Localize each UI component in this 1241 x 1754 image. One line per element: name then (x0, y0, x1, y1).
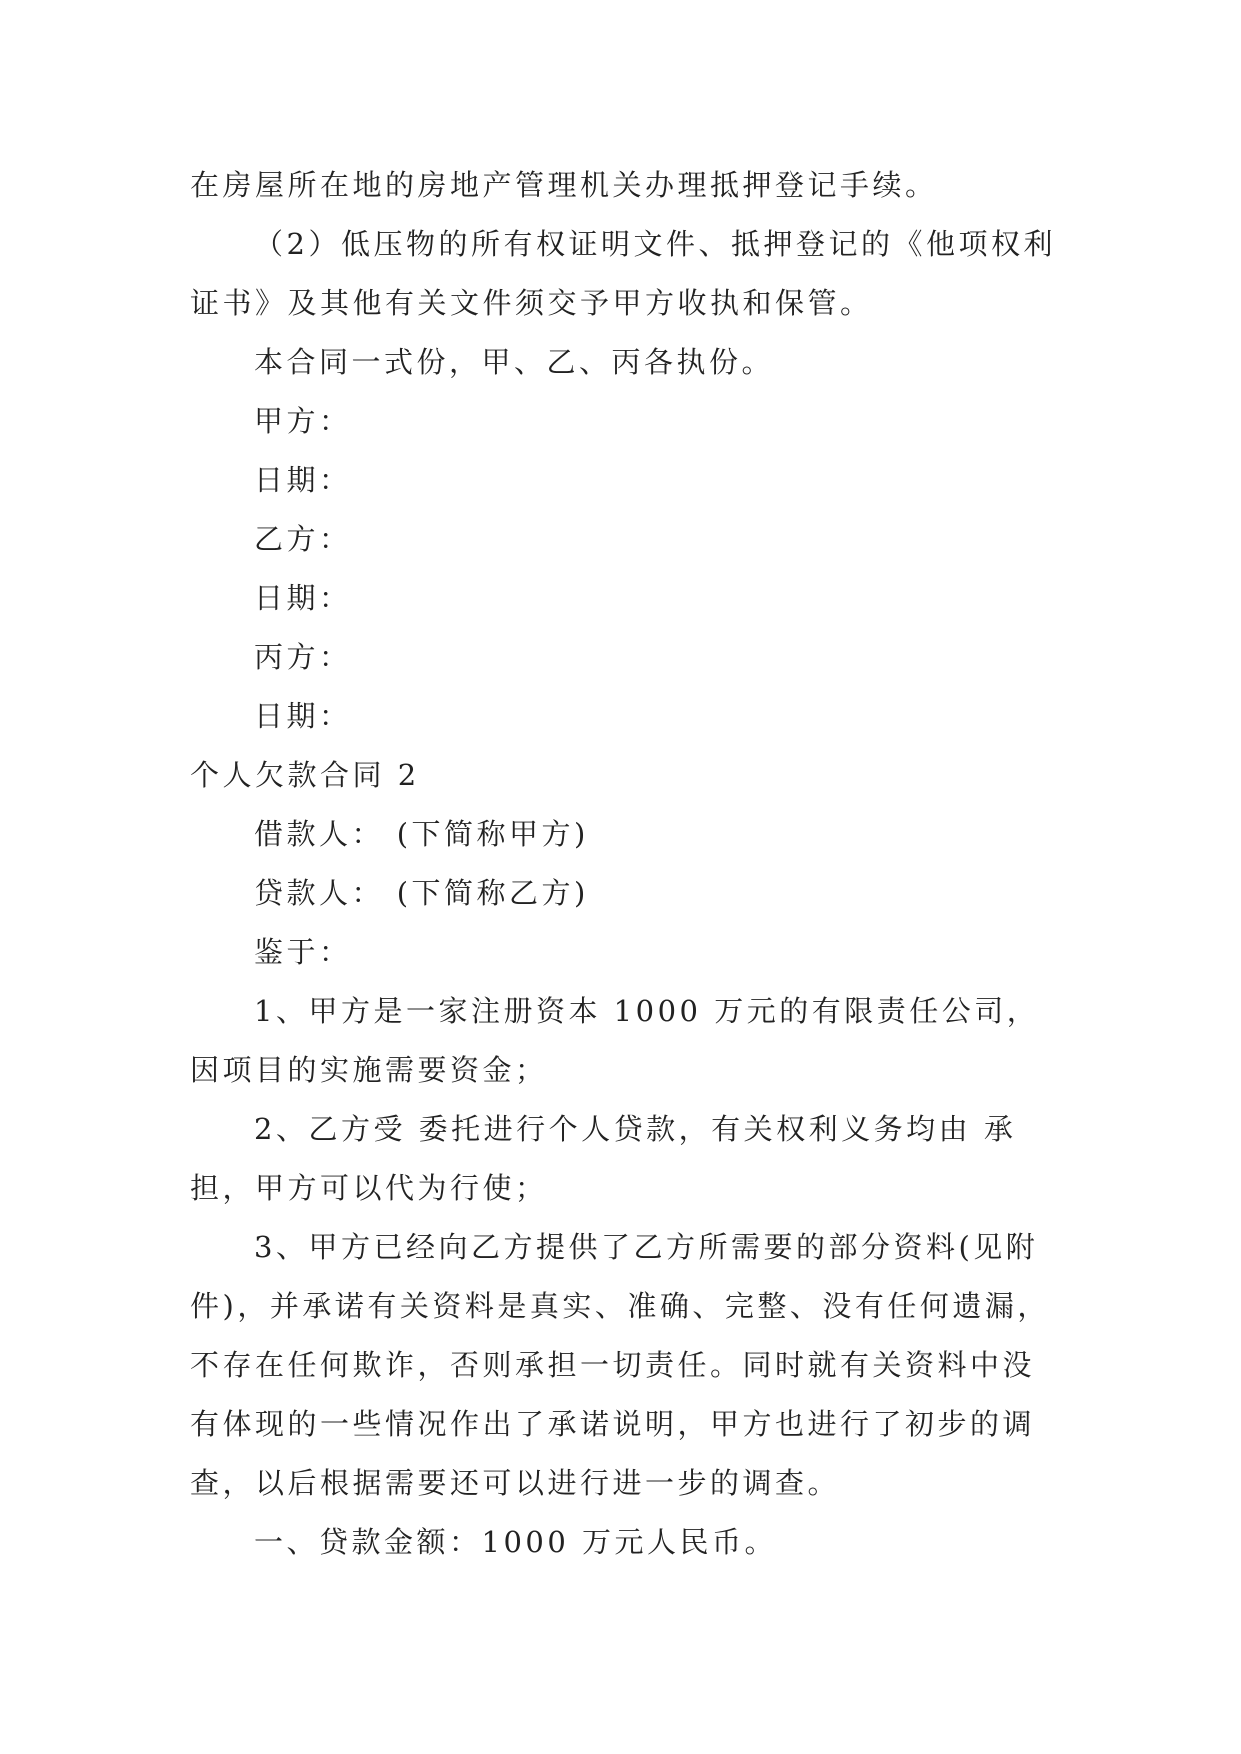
paragraph-ownership-documents: （2）低压物的所有权证明文件、抵押登记的《他项权利证书》及其他有关文件须交予甲方收执和保管。 (190, 227, 1056, 320)
party-a-signature: 甲方： (254, 404, 352, 438)
borrower-line: 借款人： (下简称甲方) (254, 817, 589, 851)
loan-amount-clause: 一、贷款金额：1000 万元人民币。 (254, 1525, 778, 1559)
lender-line: 贷款人： (下简称乙方) (254, 876, 589, 910)
whereas-clause-3: 3、甲方已经向乙方提供了乙方所需要的部分资料(见附件)，并承诺有关资料是真实、准确、完整、没有任何遗漏，不存在任何欺诈，否则承担一切责任。同时就有关资料中没有体现的一些情况作出了承诺说明，甲方也进行了初步的调查，以后根据需要还可以进行进一步的调查。 (190, 1230, 1050, 1500)
party-c-signature: 丙方： (254, 640, 352, 674)
paragraph-copies: 本合同一式份，甲、乙、丙各执份。 (254, 345, 775, 379)
party-a-date: 日期： (254, 463, 352, 497)
paragraph-registration-procedure: 在房屋所在地的房地产管理机关办理抵押登记手续。 (190, 168, 938, 202)
whereas-heading: 鉴于： (254, 935, 352, 969)
whereas-clause-1: 1、甲方是一家注册资本 1000 万元的有限责任公司，因项目的实施需要资金； (190, 994, 1040, 1087)
party-c-date: 日期： (254, 699, 352, 733)
whereas-clause-2: 2、乙方受 委托进行个人贷款，有关权利义务均由 承担，甲方可以代为行使； (190, 1112, 1017, 1205)
section-title: 个人欠款合同 2 (190, 758, 420, 792)
party-b-signature: 乙方： (254, 522, 352, 556)
document-body (190, 156, 1060, 1572)
party-b-date: 日期： (254, 581, 352, 615)
